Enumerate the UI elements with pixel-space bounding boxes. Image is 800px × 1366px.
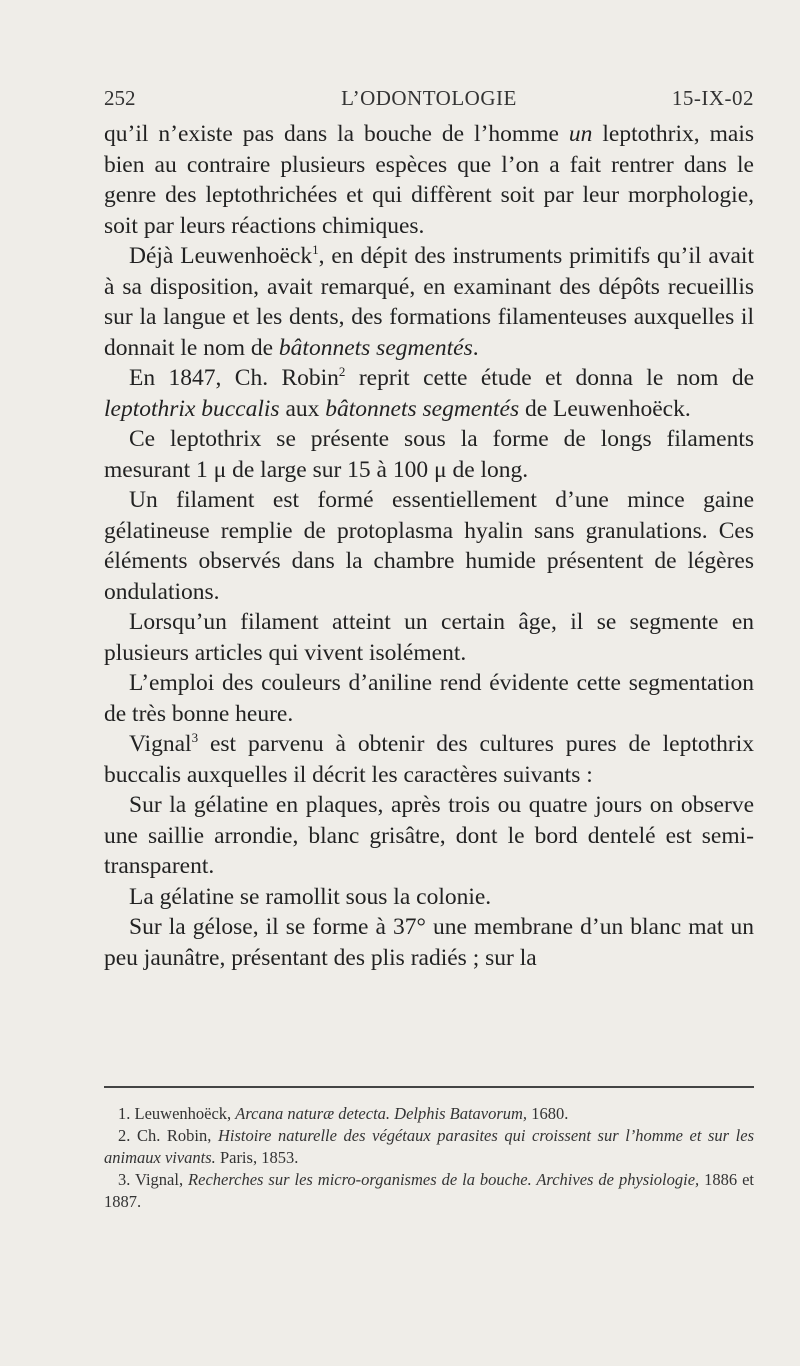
text-run: de Leuwenhoëck. — [519, 395, 691, 422]
footnote-title: Histoire naturelle des végétaux parasites qui croissent sur l’homme et sur les animaux vivants. — [104, 1126, 754, 1167]
text-run: . — [472, 334, 479, 361]
footnote-author: Ch. Robin, — [130, 1126, 218, 1145]
text-run: aux — [279, 395, 326, 422]
text-run: leptothrix, mais bien au contraire plusieurs espèces que l’on a fait rentrer dans le genre des leptothrichées et qui diffèrent soit par leur morphologie, soit par leurs réactions chimiques. — [104, 121, 754, 239]
footnote-rule — [104, 1086, 754, 1088]
footnote-imprint: Paris, 1853. — [215, 1148, 299, 1167]
paragraph-aniline: L’emploi des couleurs d’aniline rend évidente cette segmentation de très bonne heure. — [104, 670, 754, 727]
footnote-title: Arcana naturæ detecta. Delphis Batavorum, — [235, 1104, 528, 1123]
footnote-title: Recherches sur les micro-organismes de la bouche. Archives de physiologie, — [188, 1170, 700, 1189]
text-run: qu’il n’existe pas dans la bouche de l’homme — [104, 121, 569, 147]
running-header — [104, 86, 754, 114]
footnote-number: 1. — [118, 1104, 131, 1123]
footnote-ref-3: 3 — [191, 730, 199, 746]
emphasis-un: un — [568, 121, 593, 147]
paragraph-ramollit: La gélatine se ramollit sous la colonie. — [129, 883, 492, 910]
text-run: Déjà Leuwenhoëck — [129, 243, 313, 269]
italic-term: leptothrix buccalis — [104, 395, 280, 422]
paragraph-gelatine: Sur la gélatine en plaques, après trois ou quatre jours on observe une saillie arrondie, blanc grisâtre, dont le bord dentelé est semi-transparent. — [104, 792, 754, 879]
text-run: est parvenu à obtenir des cultures pures de leptothrix buccalis auxquelles il décrit les caractères suivants : — [104, 731, 754, 788]
paragraph-continued — [104, 119, 754, 241]
footnote-ref-1: 1 — [312, 242, 319, 258]
text-run: En 1847, Ch. Robin — [129, 365, 339, 391]
paragraph-segmente: Lorsqu’un filament atteint un certain âge, il se segmente en plusieurs articles qui vivent isolément. — [104, 609, 754, 666]
footnote-1 — [104, 1103, 754, 1125]
paragraph-robin — [104, 363, 754, 424]
footnote-imprint: 1886 et 1887. — [104, 1170, 754, 1211]
issue-date: 15-IX-02 — [671, 86, 754, 110]
paragraph-leuwenhoeck — [104, 241, 754, 363]
footnote-2 — [104, 1125, 754, 1169]
footnote-author: Vignal, — [130, 1170, 189, 1189]
footnote-ref-2: 2 — [338, 364, 346, 380]
footnote-author: Leuwenhoëck, — [130, 1104, 236, 1123]
footnote-3 — [104, 1169, 754, 1213]
page-number: 252 — [104, 86, 136, 110]
text-run: Vignal — [129, 731, 192, 757]
footnote-number: 3. — [118, 1170, 131, 1189]
footnote-imprint: 1680. — [527, 1104, 569, 1123]
paragraph-vignal — [104, 729, 754, 790]
italic-term: bâtonnets segmentés — [278, 334, 473, 361]
paragraph-gaine: Un filament est formé essentiellement d’une mince gaine gélatineuse remplie de protoplasma hyalin sans granulations. Ces éléments observés dans la chambre humide présentent de légères ondulations. — [104, 487, 754, 605]
paragraph-filaments: Ce leptothrix se présente sous la forme de longs filaments mesurant 1 μ de large sur 15 à 100 μ de long. — [104, 426, 754, 483]
italic-term: bâtonnets segmentés — [325, 395, 520, 422]
text-run: , en dépit des instruments primitifs qu’il avait à sa disposition, avait remarqué, en examinant des dépôts recueillis sur la langue et les dents, des formations filamenteuses auxquelles il donnait le nom de — [104, 243, 754, 361]
footnotes — [104, 1103, 754, 1213]
paragraph-gelose: Sur la gélose, il se forme à 37° une membrane d’un blanc mat un peu jaunâtre, présentant des plis radiés ; sur la — [104, 914, 754, 971]
running-title: L’ODONTOLOGIE — [341, 86, 517, 110]
body-text — [104, 119, 754, 973]
footnote-number: 2. — [118, 1126, 131, 1145]
text-run: reprit cette étude et donna le nom de — [345, 365, 754, 391]
